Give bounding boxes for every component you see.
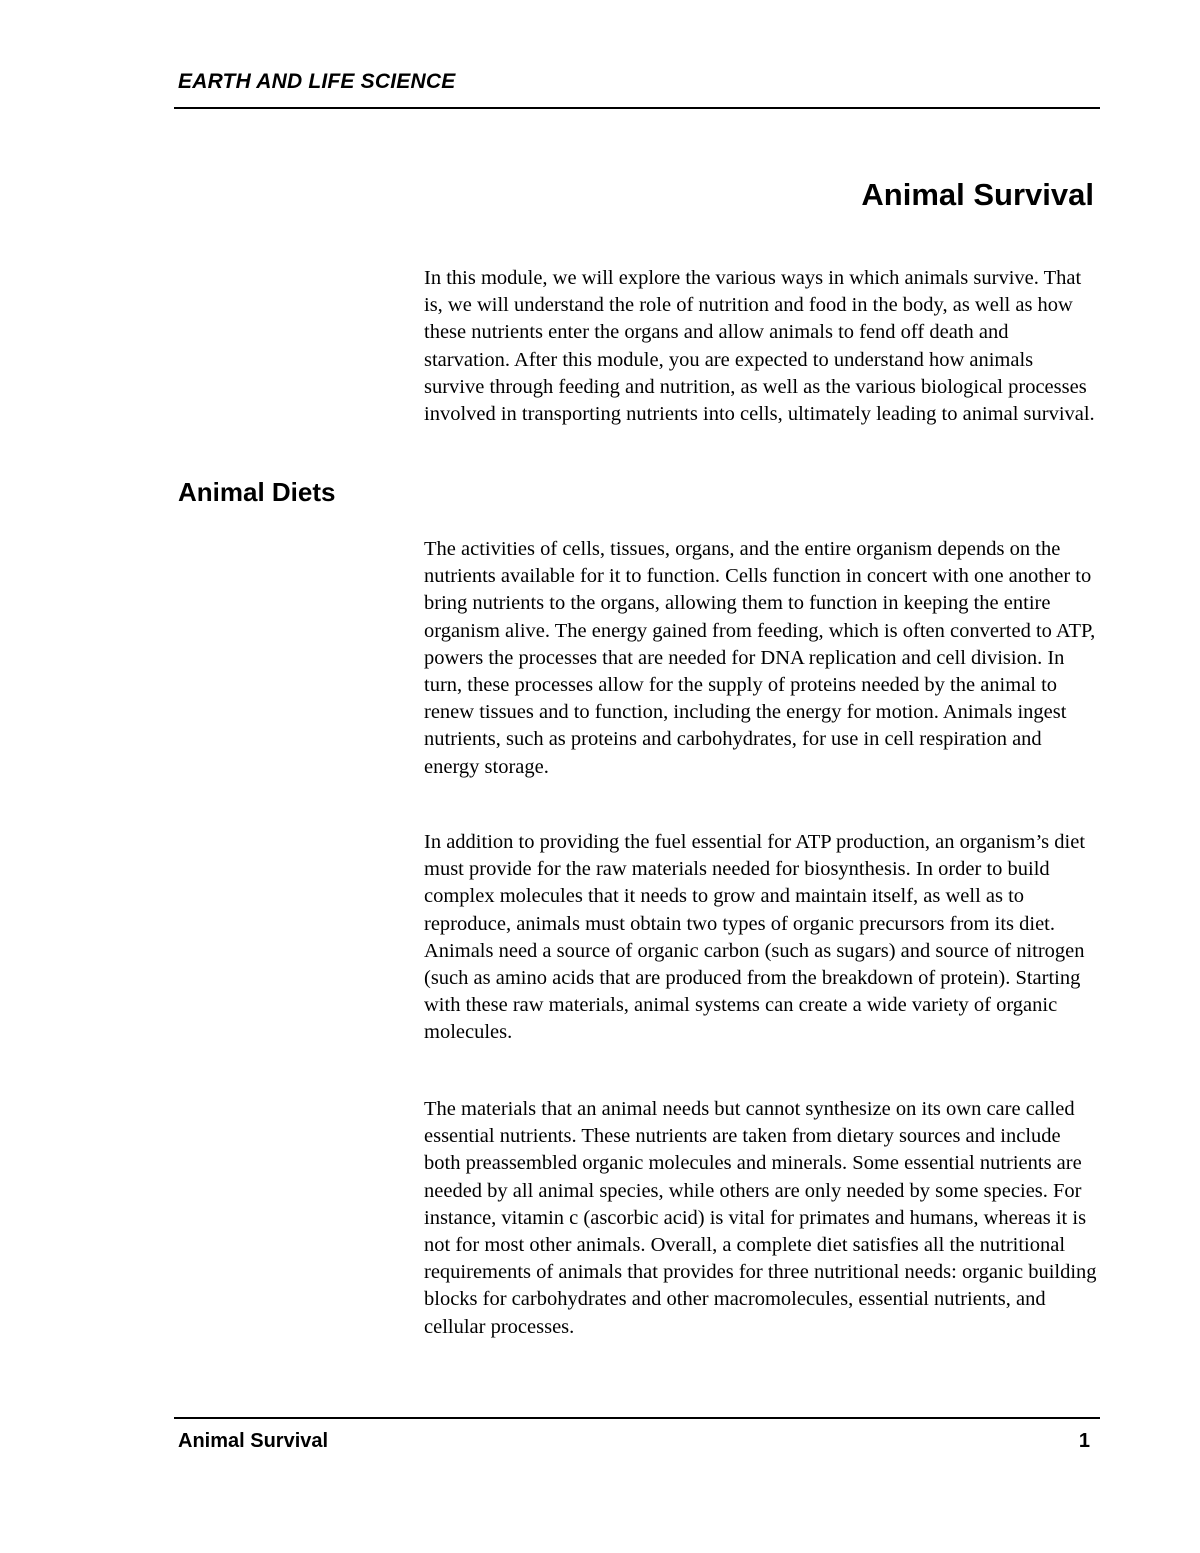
header-rule — [174, 107, 1100, 109]
body-paragraph: In addition to providing the fuel essential for ATP production, an organism’s diet must provide for the raw materials needed for biosynthesis. In order to build complex molecules that it needs to grow and maintain itself, as well as to reproduce, animals must obtain two types of organic precursors from its diet. Animals need a source of organic carbon (such as sugars) and source of nitrogen (such as amino acids that are produced from the breakdown of protein). Starting with these raw materials, animal systems can create a wide variety of organic molecules. — [424, 831, 1086, 1044]
page-number: 1 — [1078, 1430, 1090, 1452]
section-heading: Animal Diets — [178, 477, 336, 507]
body-paragraph: The activities of cells, tissues, organs, and the entire organism depends on the nutrients available for it to function. Cells function in concert with one another to bring nutrients to the organs, allowing them to function in keeping the entire organism alive. The energy gained from feeding, which is often converted to ATP, powers the processes that are needed for DNA replication and cell division. In turn, these processes allow for the supply of proteins needed by the animal to renew tissues and to function, including the energy for motion. Animals ingest nutrients, such as proteins and carbohydrates, for use in cell respiration and energy storage. — [424, 538, 1096, 778]
footer-title: Animal Survival — [178, 1430, 329, 1452]
page-title: Animal Survival — [861, 177, 1094, 212]
intro-paragraph: In this module, we will explore the various ways in which animals survive. That is, we will understand the role of nutrition and food in the body, as well as how these nutrients enter the organs and allow animals to fend off death and starvation. After this module, you are expected to understand how animals survive through feeding and nutrition, as well as the various biological processes involved in transporting nutrients into cells, ultimately leading to animal survival. — [424, 267, 1095, 426]
footer-rule — [174, 1417, 1100, 1419]
body-paragraph: The materials that an animal needs but cannot synthesize on its own care called essential nutrients. These nutrients are taken from dietary sources and include both preassembled organic molecules and minerals. Some essential nutrients are needed by all animal species, while others are only needed by some species. For instance, vitamin c (ascorbic acid) is vital for primates and humans, whereas it is not for most other animals. Overall, a complete diet satisfies all the nutritional requirements of animals that provides for three nutritional needs: organic building blocks for carbohydrates and other macromolecules, essential nutrients, and cellular processes. — [424, 1098, 1097, 1338]
running-header: EARTH AND LIFE SCIENCE — [178, 70, 456, 93]
